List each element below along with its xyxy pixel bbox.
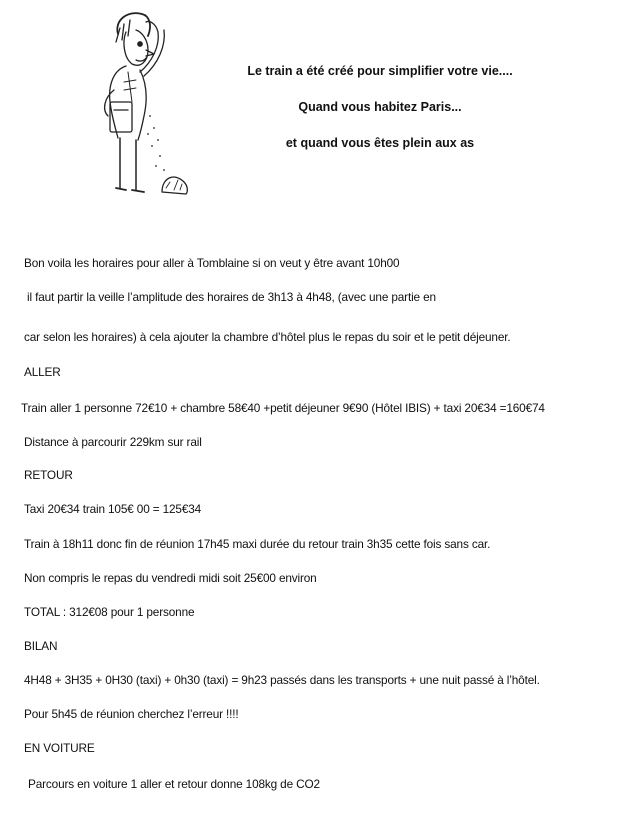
aller-cost-line: Train aller 1 personne 72€10 + chambre 58€40 +petit déjeuner 9€90 (Hôtel IBIS) + taxi 20€34 =160€74 — [21, 401, 545, 415]
voiture-co2-line: Parcours en voiture 1 aller et retour donne 108kg de CO2 — [28, 777, 320, 791]
section-voiture: EN VOITURE — [24, 741, 95, 755]
heading-line-2: Quand vous habitez Paris... — [298, 100, 462, 114]
intro-line-2: il faut partir la veille l’amplitude des horaires de 3h13 à 4h48, (avec une partie en — [27, 290, 436, 304]
intro-line-1: Bon voila les horaires pour aller à Tomblaine si on veut y être avant 10h00 — [24, 256, 400, 270]
retour-cost-line: Taxi 20€34 train 105€ 00 = 125€34 — [24, 502, 202, 516]
bilan-calc-line: 4H48 + 3H35 + 0H30 (taxi) + 0h30 (taxi) = 9h23 passés dans les transports + une nuit passé à l’hôtel. — [24, 673, 540, 687]
bilan-error-line: Pour 5h45 de réunion cherchez l’erreur !!!! — [24, 707, 239, 721]
section-retour: RETOUR — [24, 468, 73, 482]
retour-train-line: Train à 18h11 donc fin de réunion 17h45 maxi durée du retour train 3h35 cette fois sans car. — [24, 537, 491, 551]
heading-line-3: et quand vous êtes plein aux as — [285, 136, 475, 150]
intro-line-3: car selon les horaires) à cela ajouter la chambre d’hôtel plus le repas du soir et le petit déjeuner. — [24, 330, 511, 344]
heading-line-1: Le train a été créé pour simplifier votre vie.... — [247, 64, 513, 78]
aller-distance-line: Distance à parcourir 229km sur rail — [24, 435, 202, 449]
section-bilan: BILAN — [24, 639, 58, 653]
retour-excluded-line: Non compris le repas du vendredi midi soit 25€00 environ — [24, 571, 317, 585]
total-line: TOTAL : 312€08 pour 1 personne — [24, 605, 195, 619]
cartoon-man-pouring-money-icon — [70, 6, 190, 206]
section-aller: ALLER — [24, 365, 61, 379]
